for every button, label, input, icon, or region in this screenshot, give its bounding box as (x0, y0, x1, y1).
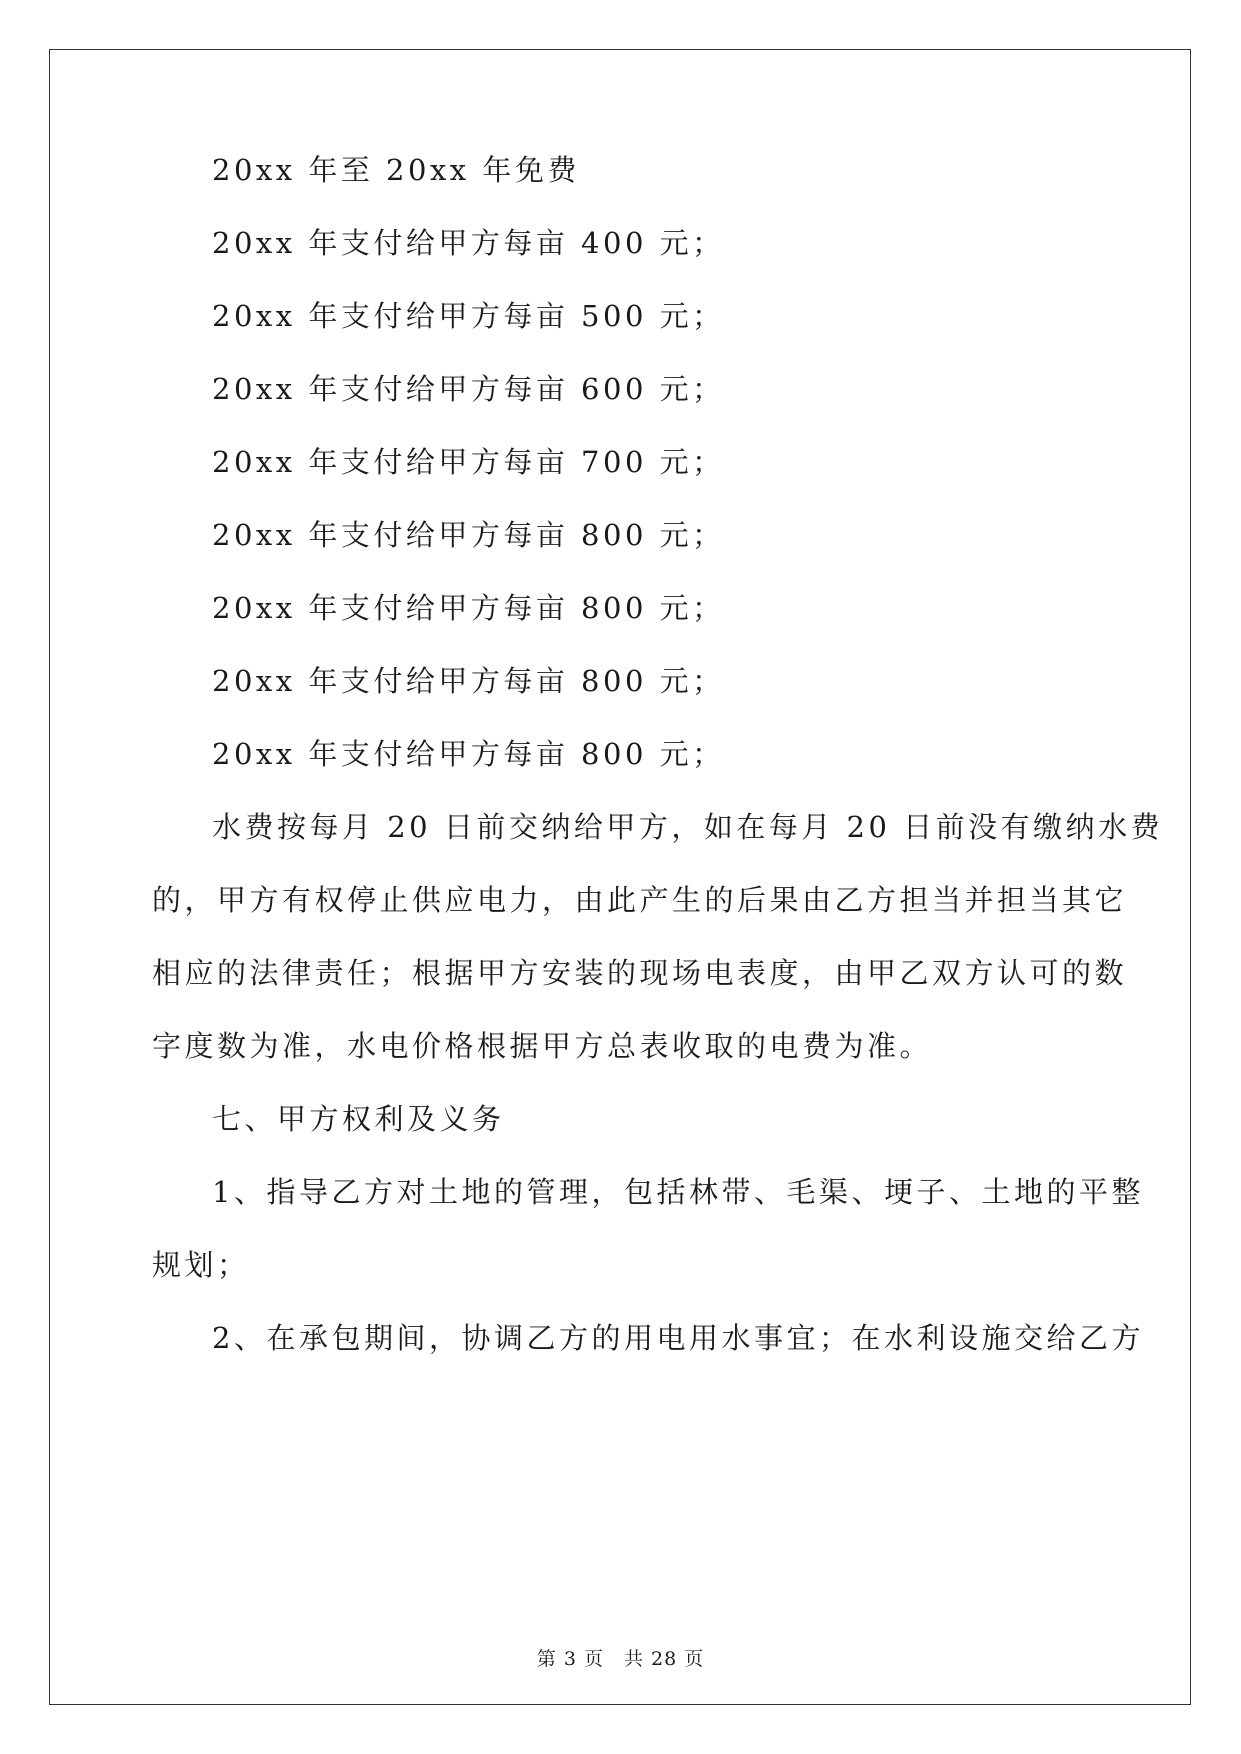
page-footer (0, 1644, 1241, 1671)
paragraph-line: 水费按每月 20 日前交纳给甲方，如在每月 20 日前没有缴纳水费 (212, 810, 1164, 844)
body-line: 20xx 年支付给甲方每亩 500 元； (212, 299, 725, 333)
paragraph-line: 1、指导乙方对土地的管理，包括林带、毛渠、埂子、土地的平整 (212, 1175, 1144, 1209)
body-line: 20xx 年至 20xx 年免费 (212, 153, 580, 187)
paragraph-line: 规划； (152, 1248, 250, 1282)
body-line: 20xx 年支付给甲方每亩 800 元； (212, 737, 725, 771)
paragraph-line: 字度数为准，水电价格根据甲方总表收取的电费为准。 (152, 1029, 933, 1063)
body-line: 20xx 年支付给甲方每亩 800 元； (212, 518, 725, 552)
body-line: 20xx 年支付给甲方每亩 800 元； (212, 591, 725, 625)
body-line: 20xx 年支付给甲方每亩 600 元； (212, 372, 725, 406)
section-heading: 七、甲方权利及义务 (212, 1102, 505, 1136)
body-line: 20xx 年支付给甲方每亩 800 元； (212, 664, 725, 698)
page-number: 第 3 页 (536, 1648, 604, 1670)
body-line: 20xx 年支付给甲方每亩 700 元； (212, 445, 725, 479)
paragraph-line: 2、在承包期间，协调乙方的用电用水事宜；在水利设施交给乙方 (212, 1321, 1144, 1355)
body-line: 20xx 年支付给甲方每亩 400 元； (212, 226, 725, 260)
paragraph-line: 的，甲方有权停止供应电力，由此产生的后果由乙方担当并担当其它 (152, 883, 1128, 917)
page-total: 共 28 页 (623, 1648, 705, 1670)
paragraph-line: 相应的法律责任；根据甲方安装的现场电表度，由甲乙双方认可的数 (152, 956, 1128, 990)
